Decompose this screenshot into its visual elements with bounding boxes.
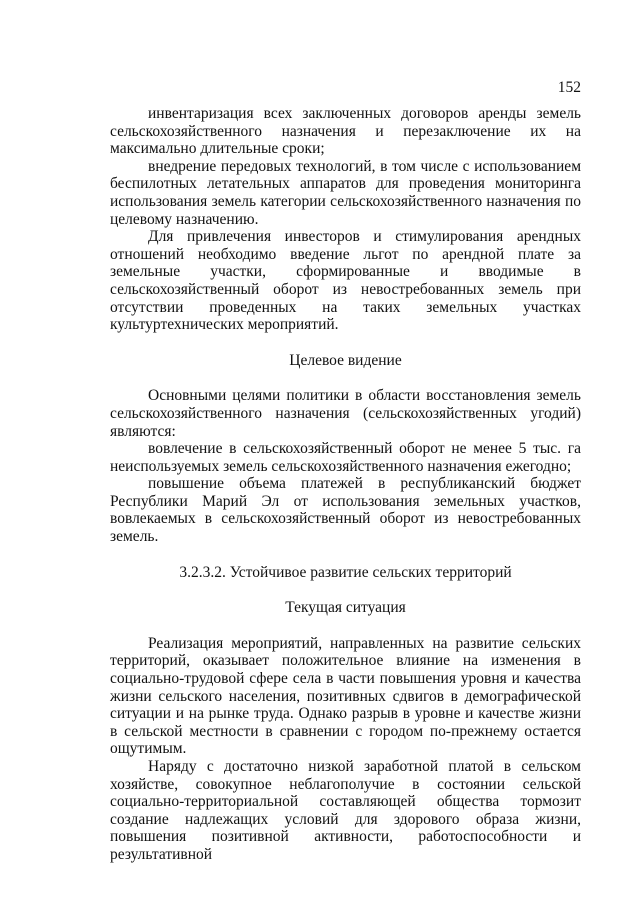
- paragraph-technologies: внедрение передовых технологий, в том числе с использованием беспилотных летательных аппаратов для проведения мониторинга использования земель категории сельскохозяйственного назначения по целевому назначению.: [110, 157, 581, 228]
- page-body: [110, 105, 581, 864]
- heading-current-situation: Текущая ситуация: [285, 599, 406, 617]
- paragraph-goal-involvement: вовлечение в сельскохозяйственный оборот не менее 5 тыс. га неиспользуемых земель сельскохозяйственного назначения ежегодно;: [110, 440, 581, 475]
- paragraph-rural-measures: Реализация мероприятий, направленных на развитие сельских территорий, оказывает положительное влияние на изменения в социально-трудовой сфере села в части повышения уровня и качества жизни сельского населения, позитивных сдвигов в демографической ситуации и на рынке труда. Однако разрыв в уровне и качестве жизни в сельской местности в сравнении с городом по-прежнему остается ощутимым.: [110, 634, 581, 758]
- heading-rural-development: 3.2.3.2. Устойчивое развитие сельских территорий: [179, 563, 512, 581]
- paragraph-goal-payments: повышение объема платежей в республиканский бюджет Республики Марий Эл от использования земельных участков, вовлекаемых в сельскохозяйственный оборот из невостребованных земель.: [110, 475, 581, 546]
- heading-target-vision: Целевое видение: [289, 351, 402, 369]
- paragraph-inventory: инвентаризация всех заключенных договоров аренды земель сельскохозяйственного назначения и перезаключение их на максимально длительные сроки;: [110, 105, 581, 158]
- paragraph-goals-intro: Основными целями политики в области восстановления земель сельскохозяйственного назначения (сельскохозяйственных угодий) являются:: [110, 387, 581, 440]
- paragraph-low-wages: Наряду с достаточно низкой заработной платой в сельском хозяйстве, совокупное неблагополучие в состоянии сельской социально-территориальной составляющей общества тормозит создание надлежащих условий для здорового образа жизни, повышения позитивной активности, работоспособности и результативной: [110, 758, 581, 863]
- paragraph-investors: Для привлечения инвесторов и стимулирования арендных отношений необходимо введение льгот по арендной плате за земельные участки, сформированные и вводимые в сельскохозяйственный оборот из невостребованных земель при отсутствии проведенных на таких земельных участках культуртехнических мероприятий.: [110, 228, 581, 334]
- page-number: 152: [557, 79, 581, 96]
